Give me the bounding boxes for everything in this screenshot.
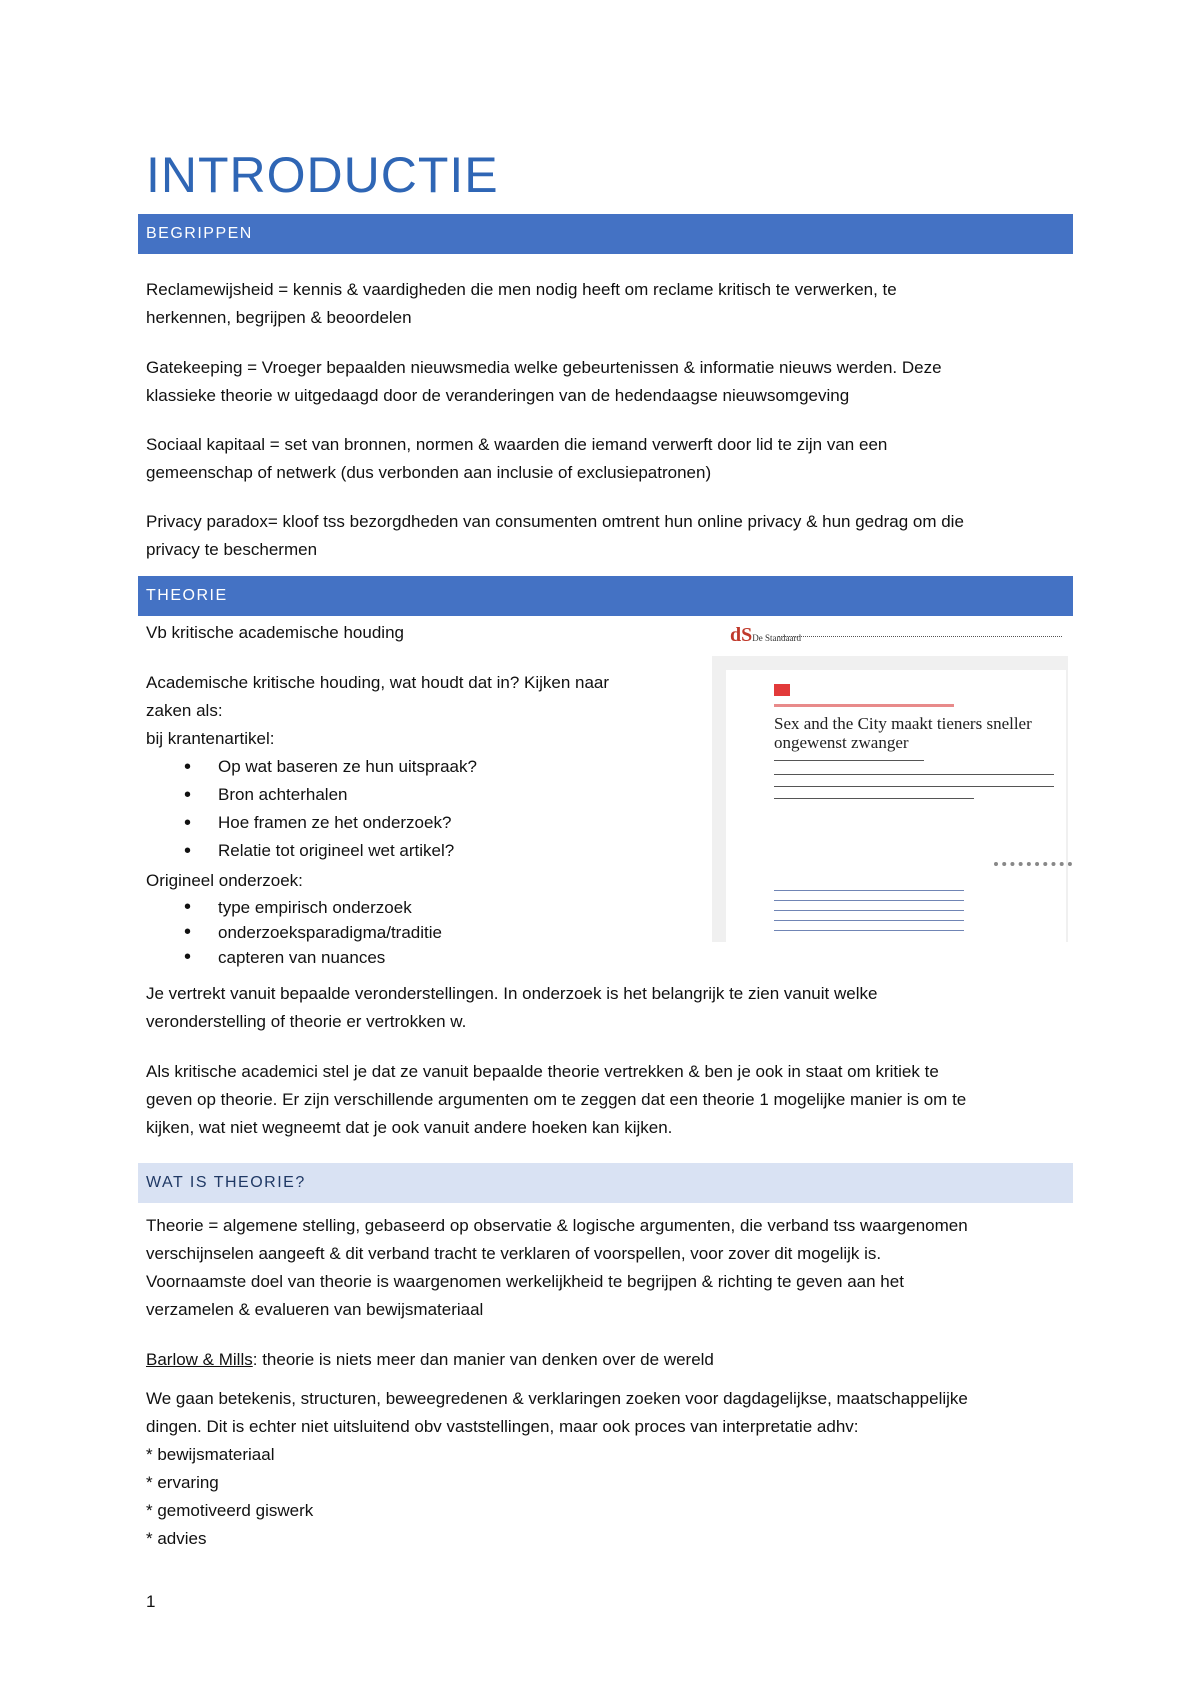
origineel-list [180,895,442,970]
example-line: Vb kritische academische houding [146,623,404,642]
list-item: * gemotiveerd giswerk [146,1501,314,1520]
newspaper-logo: dSDe Standaard [730,624,801,646]
paragraph-betekenis: We gaan betekenis, structuren, beweegredenen & verklaringen zoeken voor dagdagelijkse, maatschappelijke dingen. Dit is echter niet uitsluitend obv vaststellingen, maar ook proces van interpretatie adhv: * bewijsmateriaal * ervaring * gemotiveerd giswerk * advies [146,1389,968,1548]
paragraph-veronderstellingen: Je vertrekt vanuit bepaalde veronderstellingen. In onderzoek is het belangrijk te zien vanuit welke veronderstelling of theorie er vertrokken w. [146,984,878,1031]
list-item: • Bron achterhalen [180,781,477,809]
definition-privacy-paradox: Privacy paradox= kloof tss bezorgdheden van consumenten omtrent hun online privacy & hun gedrag om die privacy te beschermen [146,512,964,559]
list-item: • Hoe framen ze het onderzoek? [180,809,477,837]
list-item: • Op wat baseren ze hun uitspraak? [180,753,477,781]
origineel-label: Origineel onderzoek: [146,871,303,890]
list-item: * advies [146,1529,207,1548]
question-paragraph: Academische kritische houding, wat houdt dat in? Kijken naar zaken als: bij krantenartikel: [146,673,610,748]
flag-icon [774,684,790,696]
section-header-wat-is-theorie: WAT IS THEORIE? [138,1163,1073,1203]
article-headline: Sex and the City maakt tieners sneller ongewenst zwanger [774,714,1032,752]
page-number: 1 [146,1592,156,1611]
list-item: • Relatie tot origineel wet artikel? [180,837,477,865]
section-header-begrippen: BEGRIPPEN [138,214,1073,254]
krantenartikel-list [180,753,477,865]
barlow-mills-name: Barlow & Mills [146,1350,253,1369]
paragraph-kritische-academici: Als kritische academici stel je dat ze vanuit bepaalde theorie vertrekken & ben je ook in staat om kritiek te geven op theorie. Er zijn verschillende argumenten om te zeggen dat een theorie 1 mogelijke manier is om te kijken, wat niet wegneemt dat je ook vanuit andere hoeken kan kijken. [146,1062,967,1137]
page-title: INTRODUCTIE [146,147,499,203]
definition-sociaal-kapitaal: Sociaal kapitaal = set van bronnen, normen & waarden die iemand verwerft door lid te zijn van een gemeenschap of netwerk (dus verbonden aan inclusie of exclusiepatronen) [146,435,888,482]
list-item: • onderzoeksparadigma/traditie [180,920,442,945]
barlow-mills-quote: Barlow & Mills: theorie is niets meer dan manier van denken over de wereld [146,1350,714,1369]
list-item: * bewijsmateriaal [146,1445,275,1464]
list-item: * ervaring [146,1473,219,1492]
definition-reclamewijsheid: Reclamewijsheid = kennis & vaardigheden die men nodig heeft om reclame kritisch te verwerken, te herkennen, begrijpen & beoordelen [146,280,897,327]
definition-gatekeeping: Gatekeeping = Vroeger bepaalden nieuwsmedia welke gebeurtenissen & informatie nieuws werden. Deze klassieke theorie w uitgedaagd door de veranderingen van de hedendaagse nieuwsomgeving [146,358,942,405]
definition-theorie: Theorie = algemene stelling, gebaseerd op observatie & logische argumenten, die verband tss waargenomen verschijnselen aangeeft & dit verband tracht te verklaren of voorspellen, voor zover dit mogelijk is. Voornaamste doel van theorie is waargenomen werkelijkheid te begrijpen & richting te geven aan het verzamelen & evalueren van bewijsmateriaal [146,1216,968,1319]
share-icons [994,862,1072,872]
list-item: • type empirisch onderzoek [180,895,442,920]
newspaper-nav [778,636,1062,641]
article-kicker [774,704,954,707]
section-header-theorie: THEORIE [138,576,1073,616]
article-card [712,656,1068,942]
newspaper-screenshot [712,618,1068,942]
list-item: • capteren van nuances [180,945,442,970]
